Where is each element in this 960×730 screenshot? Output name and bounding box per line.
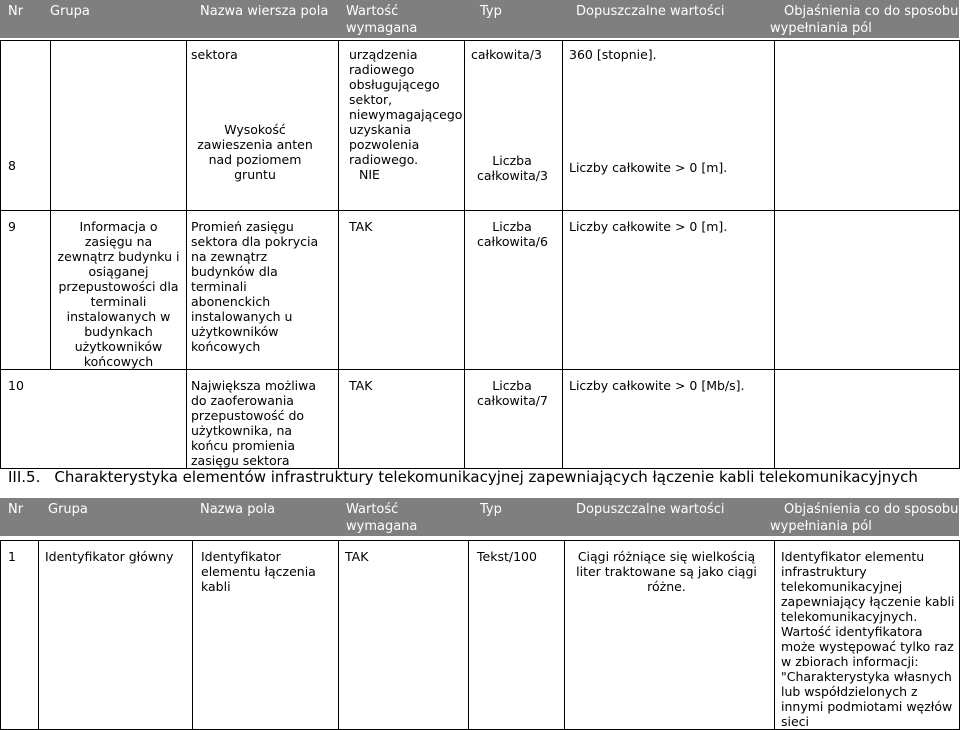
row-wartosc: TAK: [349, 378, 373, 393]
row-dopuszczalne: Liczby całkowite > 0 [Mb/s].: [569, 378, 745, 393]
row-typ: całkowita/3: [471, 47, 542, 62]
row-nr: 8: [8, 158, 16, 173]
header-nazwa: Nazwa wiersza pola: [190, 0, 338, 38]
section-title: Charakterystyka elementów infrastruktury telekomunikacyjnej zapewniających łączenie kabli telekomunikacyjnych: [54, 468, 918, 486]
row-wartosc: NIE: [359, 167, 380, 182]
header-wartosc: Wartość wymagana: [338, 0, 468, 38]
table-row: [1, 211, 960, 370]
header-nr: Nr: [0, 0, 50, 38]
header-typ: Typ: [468, 0, 564, 38]
table2-header: [0, 498, 959, 536]
table1-header: [0, 0, 959, 38]
header-objasnienia: Objaśnienia co do sposobu wypełniania pól: [774, 0, 959, 38]
row-objasnienia: Identyfikator elementu infrastruktury telekomunikacyjnej zapewniający łączenie kabli telekomunikacyjnych. Wartość identyfikatora może występować tylko raz w zbiorach informacji: "Charakterystyka własnych lub współdzielonych z innymi podmiotami węzłów sieci: [781, 549, 955, 729]
row-nr: 9: [8, 219, 16, 234]
row-nazwa: Identyfikator elementu łączenia kabli: [201, 549, 316, 594]
row-dopuszczalne: 360 [stopnie].: [569, 47, 657, 62]
row-dopuszczalne: Liczby całkowite > 0 [m].: [569, 219, 728, 234]
header-grupa: Grupa: [40, 498, 190, 536]
row-nazwa: sektora: [191, 47, 238, 62]
header-grupa: Grupa: [50, 0, 190, 38]
row-grupa: Identyfikator główny: [45, 549, 174, 564]
section-heading: [8, 468, 932, 486]
row-wartosc: TAK: [345, 549, 369, 564]
table-row: [1, 370, 960, 469]
table-row: [1, 41, 960, 211]
table2: [0, 540, 960, 730]
row-grupa: Informacja o zasięgu na zewnątrz budynku i osiąganej przepustowości dla terminali instalowanych w budynkach użytkowników końcowych: [57, 219, 180, 369]
header-nr: Nr: [0, 498, 40, 536]
row-nazwa: Promień zasięgu sektora dla pokrycia na zewnątrz budynków dla terminali abonenckich instalowanych u użytkowników końcowych: [191, 219, 319, 354]
header-dopuszczalne: Dopuszczalne wartości: [564, 0, 774, 38]
row-wartosc: urządzenia radiowego obsługującego sektor, niewymagającego uzyskania pozwolenia radiowego.: [349, 47, 463, 167]
section-number: III.5.: [8, 468, 41, 486]
row-dopuszczalne: Liczby całkowite > 0 [m].: [569, 160, 728, 175]
row-typ: Liczba całkowita/6: [477, 219, 548, 249]
row-wartosc: TAK: [349, 219, 373, 234]
row-typ: Tekst/100: [477, 549, 537, 564]
header-nazwa: Nazwa pola: [190, 498, 338, 536]
row-dopuszczalne: Ciągi różniące się wielkością liter traktowane są jako ciągi różne.: [576, 549, 757, 594]
table-row: [1, 541, 960, 730]
table1: [0, 40, 960, 469]
row-nr: 1: [8, 549, 16, 564]
header-wartosc: Wartość wymagana: [338, 498, 468, 536]
row-nazwa: Wysokość zawieszenia anten nad poziomem gruntu: [197, 122, 313, 182]
row-nazwa: Największa możliwa do zaoferowania przepustowość do użytkownika, na końcu promienia zasięgu sektora: [191, 378, 317, 468]
row-typ: Liczba całkowita/7: [477, 378, 548, 408]
header-objasnienia: Objaśnienia co do sposobu wypełniania pól: [774, 498, 959, 536]
row-typ: Liczba całkowita/3: [477, 153, 548, 183]
row-nr: 10: [8, 378, 24, 393]
header-dopuszczalne: Dopuszczalne wartości: [564, 498, 774, 536]
header-typ: Typ: [468, 498, 564, 536]
